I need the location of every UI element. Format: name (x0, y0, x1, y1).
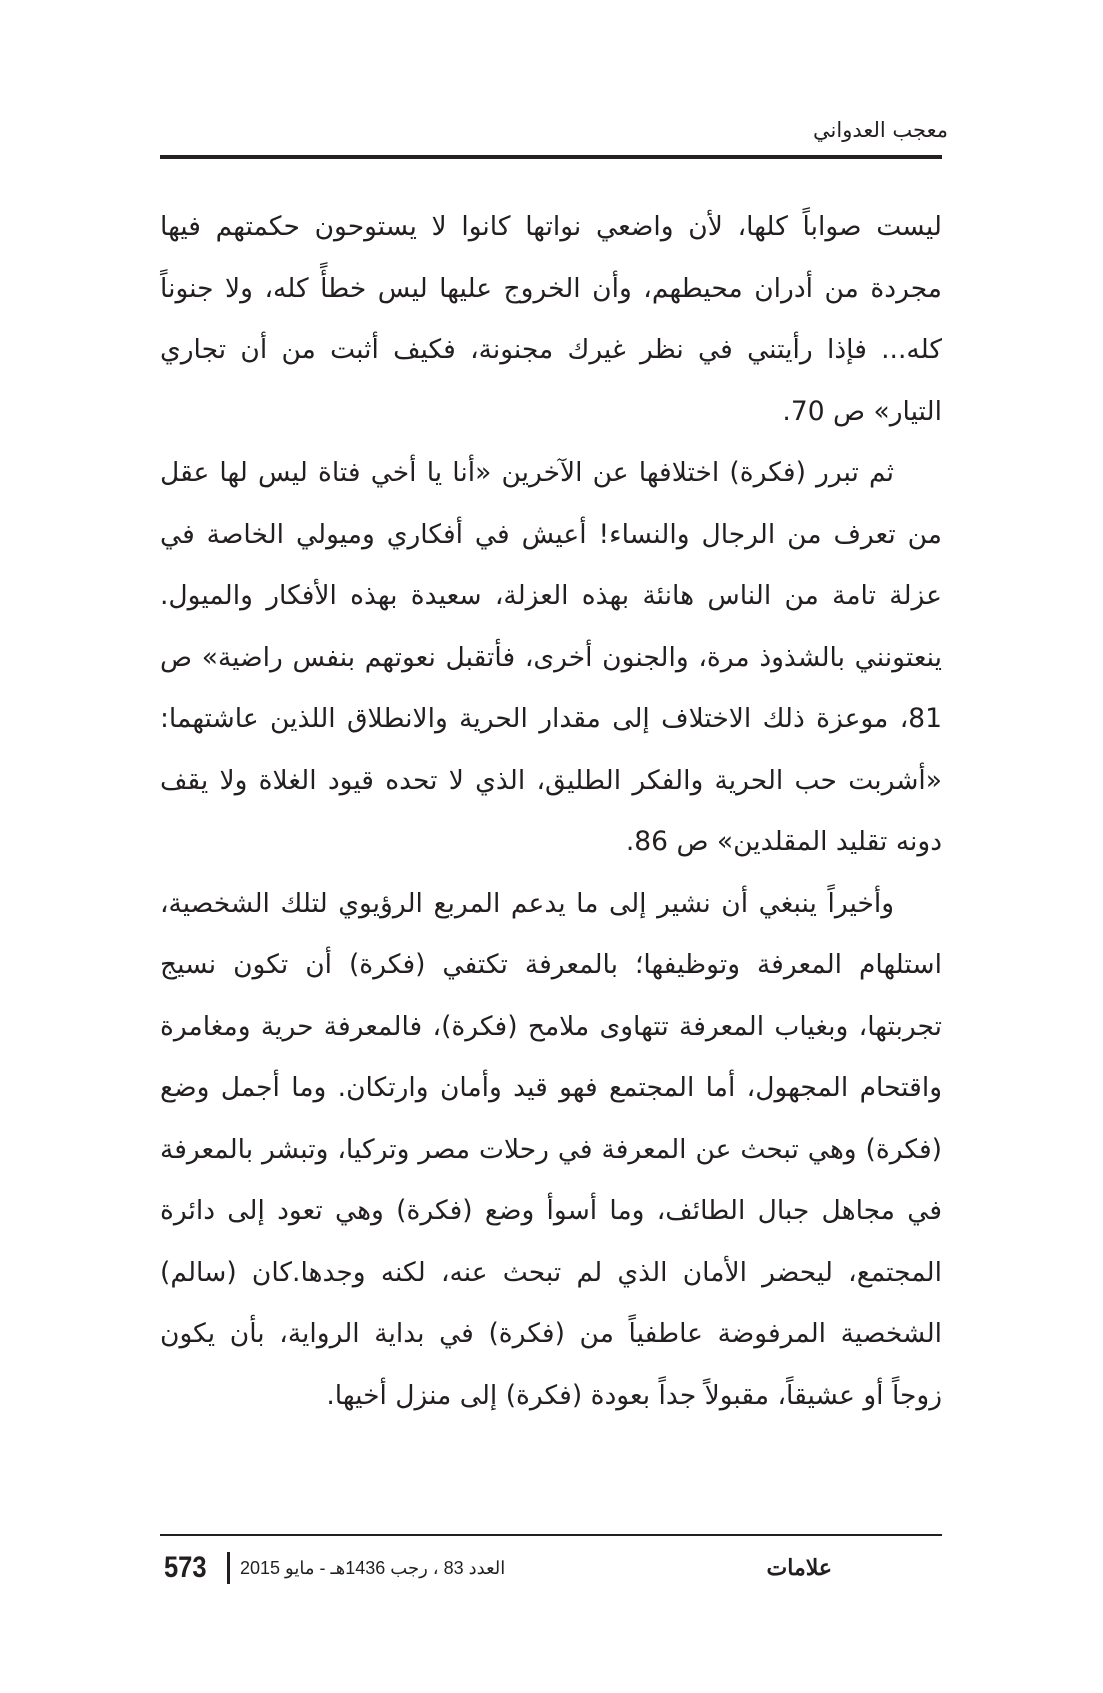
page-number: 573 (164, 1551, 207, 1584)
footer-separator (227, 1552, 230, 1584)
page-footer (160, 1548, 942, 1588)
issue-info: العدد 83 ، رجب 1436هـ - مايو 2015 (240, 1558, 506, 1578)
paragraph-3: وأخيراً ينبغي أن نشير إلى ما يدعم المربع الرؤيوي لتلك الشخصية، استلهام المعرفة وتوظيفها؛ بالمعرفة تكتفي (فكرة) أن تكون نسيج تجربتها، وبغياب المعرفة تتهاوى ملامح (فكرة)، فالمعرفة حرية ومغامرة واقتحام المجهول، أما المجتمع فهو قيد وأمان وارتكان. وما أجمل وضع (فكرة) وهي تبحث عن المعرفة في رحلات مصر وتركيا، وتبشر بالمعرفة في مجاهل جبال الطائف، وما أسوأ وضع (فكرة) وهي تعود إلى دائرة المجتمع، ليحضر الأمان الذي لم تبحث عنه، لكنه وجدها.كان (سالم) الشخصية المرفوضة عاطفياً من (فكرة) في بداية الرواية، بأن يكون زوجاً أو عشيقاً، مقبولاً جداً بعودة (فكرة) إلى منزل أخيها. (160, 887, 942, 1411)
paragraph-1: ليست صواباً كلها، لأن واضعي نواتها كانوا لا يستوحون حكمتهم فيها مجردة من أدران محيطهم، وأن الخروج عليها ليس خطأً كله، ولا جنوناً كله... فإذا رأيتني في نظر غيرك مجنونة، فكيف أثبت من أن تجاري التيار» ص 70. (160, 211, 942, 427)
journal-logo: علامات (766, 1555, 832, 1581)
paragraph-2: ثم تبرر (فكرة) اختلافها عن الآخرين «أنا يا أخي فتاة ليس لها عقل من تعرف من الرجال والنساء! أعيش في أفكاري وميولي الخاصة في عزلة تامة من الناس هانئة بهذه العزلة، سعيدة بهذه الأفكار والميول. ينعتونني بالشذوذ مرة، والجنون أخرى، فأتقبل نعوتهم بنفس راضية» ص 81، موعزة ذلك الاختلاف إلى مقدار الحرية والانطلاق اللذين عاشتهما: «أشربت حب الحرية والفكر الطليق، الذي لا تحده قيود الغلاة ولا يقف دونه تقليد المقلدين» ص 86. (160, 457, 942, 857)
body-text (160, 196, 942, 1426)
footer-rule (160, 1534, 942, 1536)
running-header-author: معجب العدواني (813, 118, 948, 142)
header-rule (160, 155, 942, 159)
